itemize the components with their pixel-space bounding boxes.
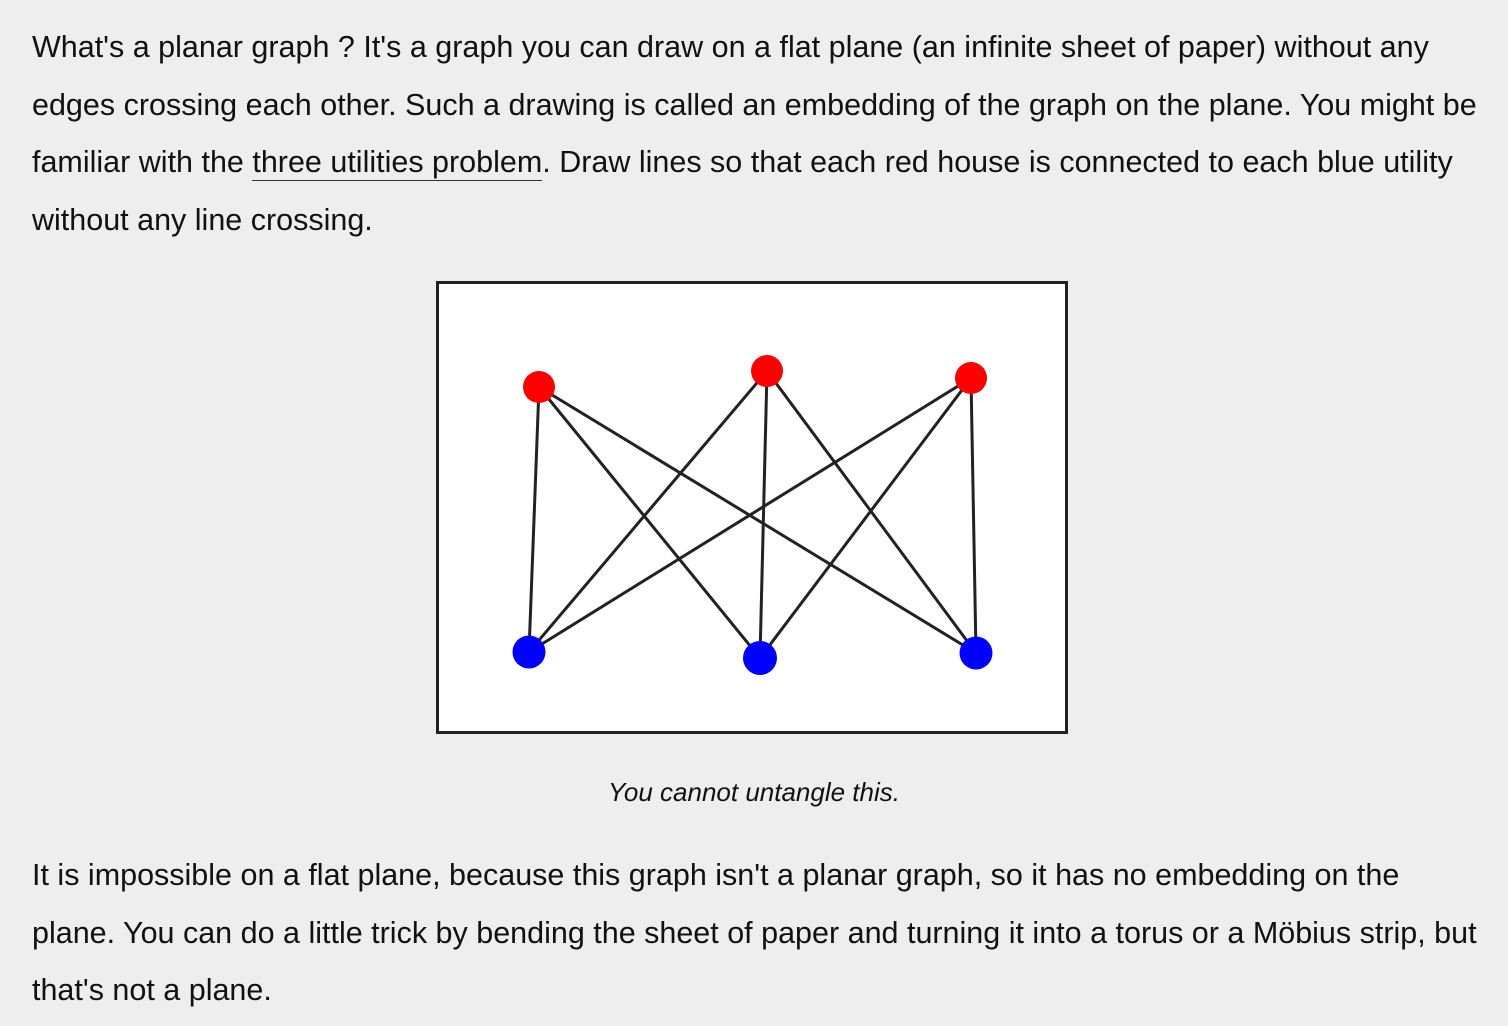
- house-2-node: [751, 355, 783, 387]
- house-1-node: [523, 371, 555, 403]
- edge-house-2-utility-2: [760, 371, 767, 658]
- utility-3-node: [960, 637, 993, 670]
- utility-graph-drawing: [439, 284, 1065, 731]
- house-3-node: [955, 362, 987, 394]
- conclusion-paragraph: It is impossible on a flat plane, because this graph isn't a planar graph, so it has no embedding on the plane. You can do a little trick by bending the sheet of paper and turning it into a torus or a Möbius strip, but that's not a plane.: [32, 858, 1477, 1007]
- intro-text-before-link: What's a planar graph ? It's a graph you can draw on a flat plane (an infinite sheet of paper) without any edges crossing each other. Such a drawing is called an embedding of the graph on the plane. You might be familiar with the: [32, 30, 1477, 179]
- intro-text-after-link: . Draw lines so that each red house is connected to each blue utility without any line crossing.: [32, 145, 1453, 237]
- edge-house-2-utility-1: [529, 371, 767, 652]
- three-utilities-problem-link[interactable]: three utilities problem: [252, 145, 543, 179]
- figure-caption: You cannot untangle this.: [607, 777, 900, 807]
- edge-house-1-utility-3: [539, 387, 976, 653]
- edge-house-1-utility-1: [529, 387, 539, 652]
- intro-paragraph: [32, 19, 1482, 249]
- edge-house-1-utility-2: [539, 387, 760, 658]
- graph-edges: [529, 371, 976, 658]
- utility-2-node: [743, 641, 777, 675]
- utility-1-node: [513, 636, 546, 669]
- utility-graph-figure: [436, 281, 1068, 734]
- edge-house-3-utility-3: [971, 378, 976, 653]
- edge-house-3-utility-2: [760, 378, 971, 658]
